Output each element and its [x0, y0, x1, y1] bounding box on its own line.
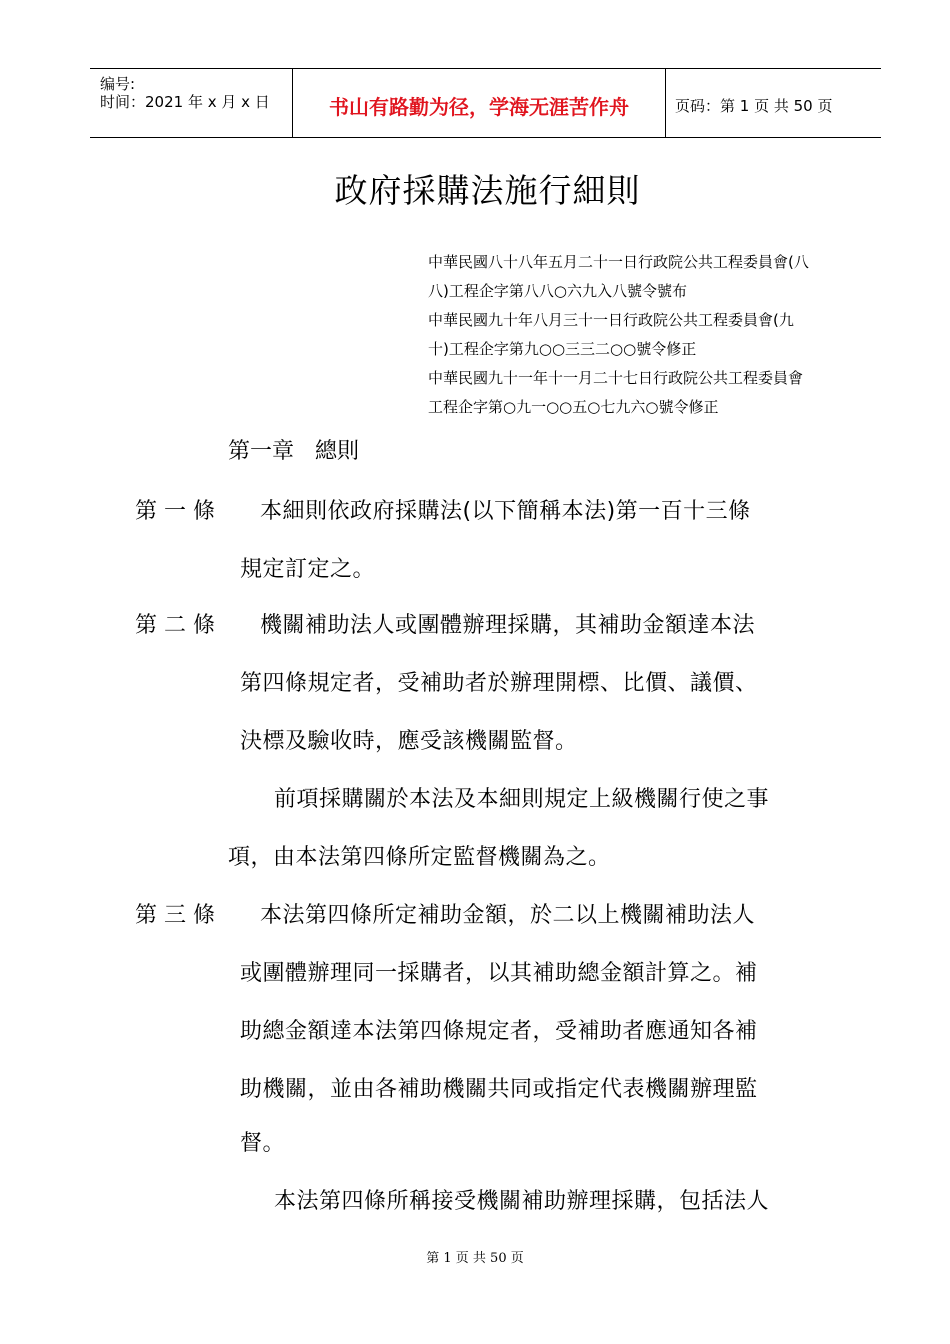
document-title: 政府採購法施行細則 [334, 171, 641, 210]
header-motto-cell [292, 69, 666, 137]
promulgation-line: 工程企字第○九一○○五○七九六○號令修正 [428, 398, 719, 416]
article-2-line: 前項採購關於本法及本細則規定上級機關行使之事 [274, 787, 770, 812]
article-3-line: 或團體辦理同一採購者，以其補助總金額計算之。補 [240, 961, 758, 986]
article-3-line: 助機關，並由各補助機關共同或指定代表機關辦理監 [240, 1077, 758, 1102]
promulgation-line: 中華民國九十一年十一月二十七日行政院公共工程委員會 [428, 369, 804, 387]
page-footer: 第 1 页 共 50 页 [426, 1251, 524, 1266]
article-1-line: 規定訂定之。 [240, 557, 376, 582]
article-3-line: 本法第四條所定補助金額，於二以上機關補助法人 [260, 903, 756, 928]
header-page-info: 页码：第 1 页 共 50 页 [675, 97, 833, 115]
article-2-line: 第四條規定者，受補助者於辦理開標、比價、議價、 [240, 671, 758, 696]
article-1-label: 第 一 條 [135, 499, 215, 524]
promulgation-line: 八)工程企字第八八○六九入八號令號布 [428, 282, 687, 300]
document-time-label: 时间：2021 年 x 月 x 日 [100, 93, 270, 111]
promulgation-line: 十)工程企字第九○○三三二○○號令修正 [428, 340, 697, 358]
article-2-line: 項，由本法第四條所定監督機關為之。 [228, 845, 611, 870]
article-3-line: 督。 [240, 1131, 286, 1156]
article-3-line: 助總金額達本法第四條規定者，受補助者應通知各補 [240, 1019, 758, 1044]
article-2-line: 決標及驗收時，應受該機關監督。 [240, 729, 578, 754]
article-3-line: 本法第四條所稱接受機關補助辦理採購，包括法人 [274, 1189, 770, 1214]
promulgation-line: 中華民國八十八年五月二十一日行政院公共工程委員會(八 [428, 253, 809, 271]
article-1-line: 本細則依政府採購法(以下簡稱本法)第一百十三條 [260, 499, 751, 524]
document-number-label: 编号: [100, 75, 136, 93]
article-2-label: 第 二 條 [135, 613, 215, 638]
article-3-label: 第 三 條 [135, 903, 215, 928]
promulgation-notes [428, 248, 848, 422]
header-info-cell [90, 69, 292, 137]
header-motto: 书山有路勤为径，学海无涯苦作舟 [329, 95, 629, 119]
promulgation-line: 中華民國九十年八月三十一日行政院公共工程委員會(九 [428, 311, 794, 329]
article-2-line: 機關補助法人或團體辦理採購，其補助金額達本法 [260, 613, 756, 638]
header-page-cell [665, 69, 881, 137]
page-header [90, 68, 881, 138]
chapter-heading: 第一章 總則 [228, 439, 359, 464]
